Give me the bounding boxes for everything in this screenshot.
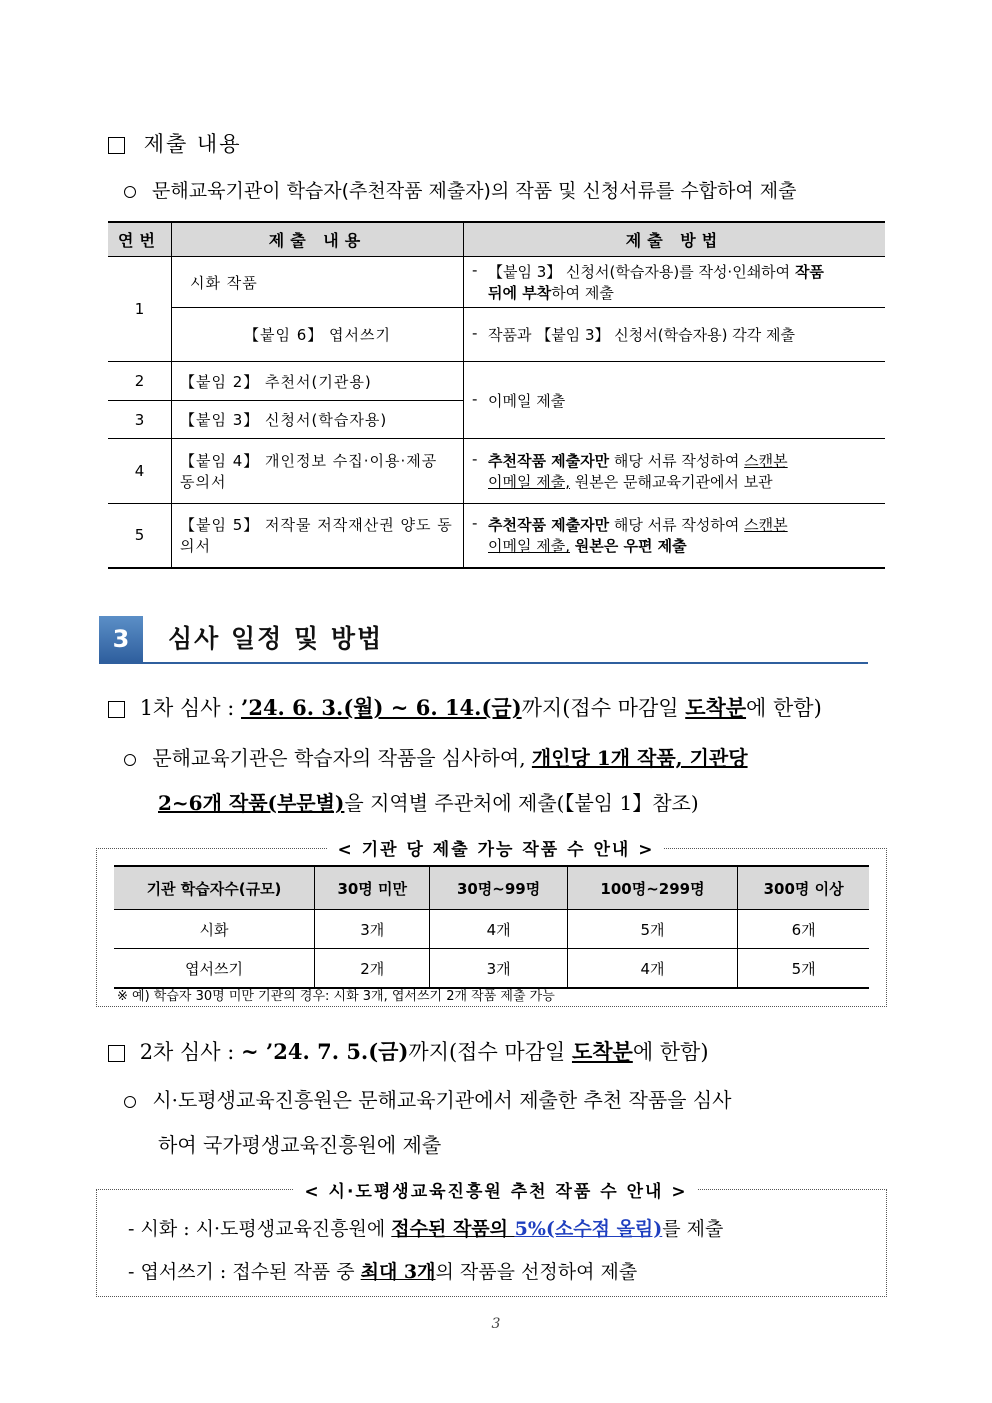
count-cell: 3개 (430, 949, 567, 989)
recommend-bold: 접수된 작품의 (391, 1218, 515, 1240)
method-underline: 스캔본 (744, 516, 788, 535)
row-content: 【붙임 4】 개인정보 수집·이용·제공 동의서 (172, 439, 464, 504)
method-text: 작품과 【붙임 3】 신청서(학습자용) 각각 제출 (488, 326, 795, 344)
round1-arrival: 도착분 (685, 695, 747, 720)
method-text: 하여 제출 (551, 284, 614, 302)
table-row (114, 949, 869, 989)
round1-heading (108, 692, 822, 722)
row-method: - 이메일 제출 (464, 362, 886, 439)
bullet-circle-icon (124, 1096, 136, 1108)
header-content: 제출 내용 (172, 222, 464, 257)
recommend-highlight: 5%(소수점 올림) (514, 1218, 663, 1240)
count-cell: 시화 (114, 910, 315, 949)
method-underline: 이메일 제출, (488, 537, 570, 556)
round1-bullet-bold: 개인당 1개 작품, 기관당 (531, 746, 748, 770)
recommend-bold: 최대 3개 (360, 1261, 436, 1283)
method-bold: 추천작품 제출자만 (488, 516, 610, 535)
round1-date: ’24. 6. 3.(월) ~ 6. 14.(금) (241, 695, 522, 720)
round1-bullet-bold: 2~6개 작품(부문별) (158, 791, 345, 815)
count-header: 기관 학습자수(규모) (114, 866, 315, 910)
method-bold: 작품 (794, 263, 824, 281)
method-bold: 뒤에 부착 (488, 284, 552, 302)
header-method: 제출 방법 (464, 222, 886, 257)
round2-arrival: 도착분 (571, 1039, 633, 1064)
round2-bullet-line2: 하여 국가평생교육진흥원에 제출 (158, 1133, 442, 1157)
count-cell: 3개 (315, 910, 430, 949)
round1-bullet-text: 문해교육기관은 학습자의 작품을 심사하여, (152, 746, 532, 770)
count-table (114, 865, 869, 989)
method-text: 이메일 제출 (488, 391, 566, 410)
count-header: 30명 미만 (315, 866, 430, 910)
round1-bullet (124, 742, 748, 771)
checkbox-square-icon (108, 1045, 125, 1062)
recommend-text: 를 제출 (662, 1218, 724, 1240)
section-number-badge: 3 (99, 616, 143, 662)
method-bold: 추천작품 제출자만 (488, 452, 610, 470)
count-cell: 4개 (430, 910, 567, 949)
round1-bullet-line2 (158, 787, 699, 816)
recommend-guide-title: < 시·도평생교육진흥원 추천 작품 수 안내 > (294, 1182, 697, 1202)
round1-label: 1차 심사 : (139, 696, 242, 720)
count-header-row (114, 866, 869, 910)
count-header: 300명 이상 (738, 866, 869, 910)
count-note: ※ 예) 학습자 30명 미만 기관의 경우: 시화 3개, 엽서쓰기 2개 작품 제출 가능 (117, 989, 555, 1004)
row-method: - 작품과 【붙임 3】 신청서(학습자용) 각각 제출 (464, 308, 886, 362)
round1-until: 까지(접수 마감일 (521, 696, 686, 720)
method-text: 【붙임 3】 신청서(학습자용)를 작성·인쇄하여 (488, 263, 795, 281)
submission-table (108, 221, 885, 569)
submit-bullet-text: 문해교육기관이 학습자(추천작품 제출자)의 작품 및 신청서류를 수합하여 제출 (152, 180, 797, 202)
checkbox-square-icon (108, 137, 125, 154)
row-content: 【붙임 6】 엽서쓰기 (172, 308, 464, 362)
count-cell: 엽서쓰기 (114, 949, 315, 989)
round2-bullet (124, 1084, 731, 1113)
count-cell: 2개 (315, 949, 430, 989)
recommend-item-1 (128, 1214, 723, 1241)
row-method: - 추천작품 제출자만 해당 서류 작성하여 스캔본 이메일 제출, 원본은 문해교육기관에서 보관 (464, 439, 886, 504)
row-content: 【붙임 2】 추천서(기관용) (172, 362, 464, 401)
method-text: 해당 서류 작성하여 (609, 516, 745, 535)
method-text: 원본은 문해교육기관에서 보관 (570, 473, 773, 491)
table-row (108, 257, 885, 308)
table-row (108, 308, 885, 362)
recommend-guide-title-wrap (0, 1177, 992, 1202)
count-cell: 6개 (738, 910, 869, 949)
page-number: 3 (491, 1316, 501, 1332)
method-bold: 원본은 우편 제출 (574, 537, 687, 556)
section-title: 심사 일정 및 방법 (168, 624, 384, 653)
bullet-circle-icon (124, 186, 136, 198)
row-no: 5 (108, 504, 172, 568)
count-header: 100명~299명 (567, 866, 737, 910)
round2-bullet-text: 시·도평생교육진흥원은 문해교육기관에서 제출한 추천 작품을 심사 (152, 1088, 732, 1112)
recommend-text: 의 작품을 선정하여 제출 (435, 1261, 638, 1283)
bullet-circle-icon (124, 754, 136, 766)
table-header-row (108, 222, 885, 257)
row-no: 2 (108, 362, 172, 401)
round2-date: ~ ’24. 7. 5.(금) (241, 1039, 409, 1064)
row-no: 3 (108, 401, 172, 439)
method-underline: 이메일 제출, (488, 473, 570, 491)
count-guide-title-wrap (0, 835, 992, 860)
row-content: 시화 작품 (172, 257, 464, 308)
round2-limit: 에 한함) (632, 1040, 709, 1064)
table-row (108, 439, 885, 504)
method-underline: 스캔본 (744, 452, 788, 470)
section-underline (99, 662, 868, 664)
method-text: 해당 서류 작성하여 (609, 452, 745, 470)
row-method: - 추천작품 제출자만 해당 서류 작성하여 스캔본 이메일 제출, 원본은 우편 제출 (464, 504, 886, 568)
table-row (114, 910, 869, 949)
table-row (108, 362, 885, 401)
checkbox-square-icon (108, 701, 125, 718)
round1-bullet-text: 을 지역별 주관처에 제출(【붙임 1】참조) (344, 791, 699, 815)
recommend-text: - 엽서쓰기 : 접수된 작품 중 (128, 1261, 361, 1283)
submit-heading-text: 제출 내용 (143, 132, 242, 156)
round1-limit: 에 한함) (746, 696, 822, 720)
count-guide-title: < 기관 당 제출 가능 작품 수 안내 > (328, 840, 665, 860)
row-content: 【붙임 5】 저작물 저작재산권 양도 동의서 (172, 504, 464, 568)
row-no: 4 (108, 439, 172, 504)
row-no: 1 (108, 257, 172, 362)
recommend-text: - 시화 : 시·도평생교육진흥원에 (128, 1218, 392, 1240)
count-cell: 5개 (738, 949, 869, 989)
count-cell: 5개 (567, 910, 737, 949)
round2-until: 까지(접수 마감일 (408, 1040, 572, 1064)
table-row (108, 504, 885, 568)
row-content: 【붙임 3】 신청서(학습자용) (172, 401, 464, 439)
submit-heading (108, 128, 242, 158)
submit-bullet (124, 176, 796, 203)
round2-label: 2차 심사 : (139, 1040, 242, 1064)
recommend-item-2 (128, 1257, 637, 1284)
header-no: 연번 (108, 222, 172, 257)
round2-heading (108, 1036, 709, 1066)
row-method: - 【붙임 3】 신청서(학습자용)를 작성·인쇄하여 작품 뒤에 부착하여 제출 (464, 257, 886, 308)
count-header: 30명~99명 (430, 866, 567, 910)
count-cell: 4개 (567, 949, 737, 989)
